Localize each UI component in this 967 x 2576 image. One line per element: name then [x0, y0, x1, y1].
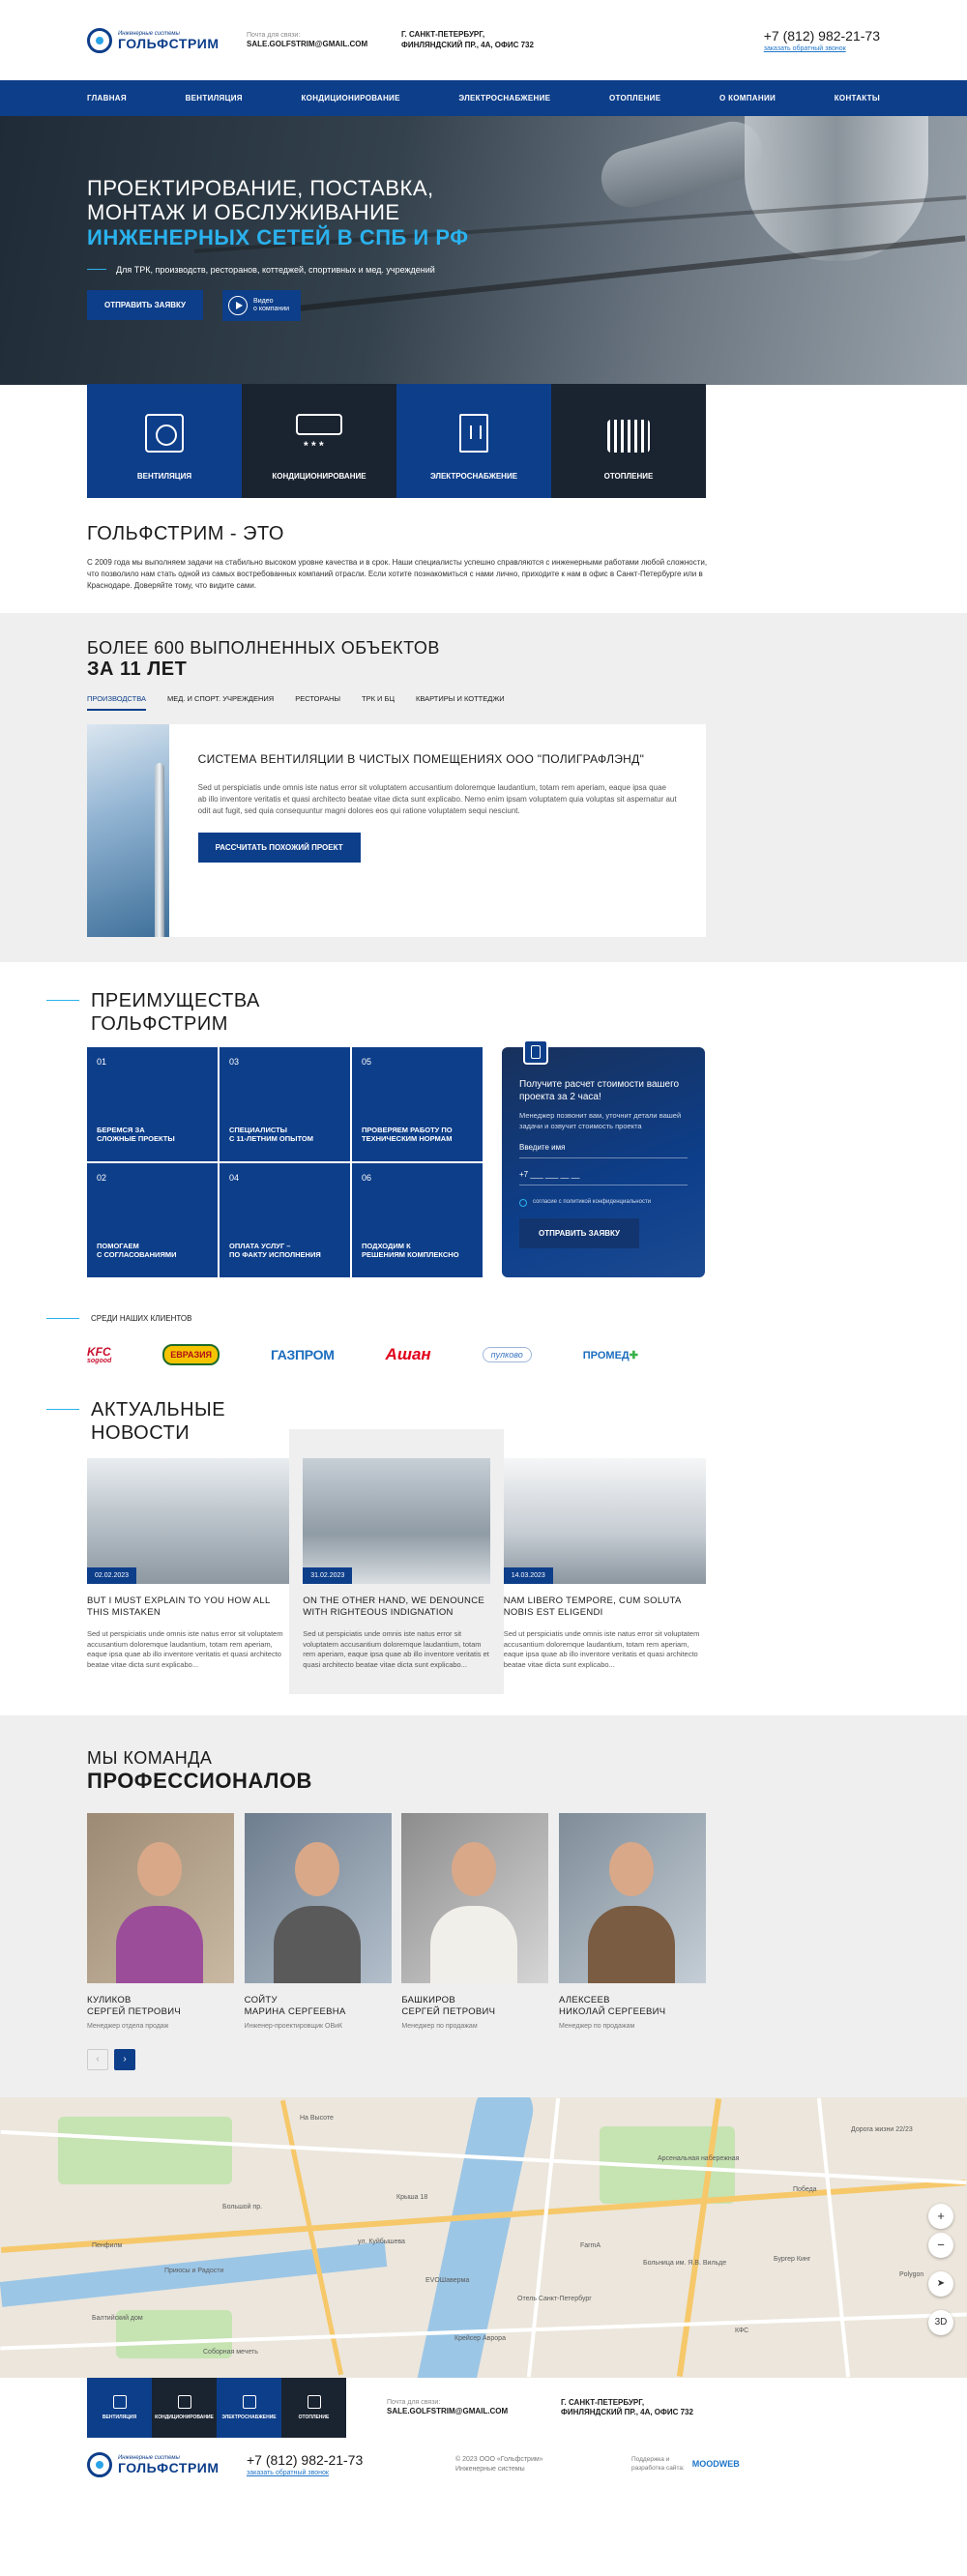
- nav-power[interactable]: ЭЛЕКТРОСНАБЖЕНИЕ: [458, 94, 551, 102]
- radiator-icon: [308, 2395, 321, 2409]
- video-label: Видео: [253, 297, 274, 305]
- news-heading[interactable]: ON THE OTHER HAND, WE DENOUNCE WITH RIGHTEOUS INDIGNATION: [303, 1595, 485, 1619]
- nav-about[interactable]: О КОМПАНИИ: [719, 94, 777, 102]
- news-title-line: НОВОСТИ: [91, 1422, 190, 1444]
- privacy-consent[interactable]: [519, 1199, 688, 1207]
- advantages-section: [0, 962, 967, 1303]
- hero-subtitle-text: Для ТРК, производств, ресторанов, коттеджей, спортивных и мед. учреждений: [116, 264, 435, 275]
- objects-title-line: БОЛЕЕ 600 ВЫПОЛНЕННЫХ ОБЪЕКТОВ: [87, 638, 440, 658]
- project-card: [87, 724, 706, 937]
- kfc-logo: [87, 1346, 111, 1364]
- phone-input[interactable]: [519, 1170, 688, 1186]
- team-title: [87, 1748, 880, 1794]
- gazprom-logo: ГАЗПРОМ: [270, 1347, 335, 1362]
- promed-text: ПРОМЕД: [582, 1349, 630, 1361]
- service-heating[interactable]: [551, 384, 706, 498]
- objects-tabs: [87, 694, 880, 711]
- nav-heating[interactable]: ОТОПЛЕНИЕ: [608, 94, 661, 102]
- advantage-text: БЕРЕМСЯ ЗА: [97, 1125, 145, 1134]
- logo[interactable]: [87, 28, 247, 53]
- member-photo: [559, 1813, 706, 1983]
- 3d-toggle-button[interactable]: 3D: [928, 2310, 953, 2335]
- member-surname: СОЙТУ: [244, 1995, 278, 2006]
- service-power[interactable]: [396, 384, 551, 498]
- form-description: Менеджер позвонит вам, уточнит детали вашей задачи и озвучит стоимость проекта: [519, 1111, 682, 1130]
- map-label: Пенфилм: [92, 2241, 123, 2249]
- copyright-line: © 2023 ООО «Гольфстрим»: [455, 2456, 543, 2464]
- tab-malls[interactable]: ТРК И БЦ: [362, 694, 395, 703]
- smartphone-icon: [523, 1039, 548, 1065]
- footer-service-label: ЭЛЕКТРОСНАБЖЕНИЕ: [221, 2414, 277, 2420]
- form-title: Получите расчет стоимости вашего проекта за 2 часа!: [519, 1079, 680, 1102]
- service-label: КОНДИЦИОНИРОВАНИЕ: [272, 472, 366, 481]
- address-line: Г. САНКТ-ПЕТЕРБУРГ,: [401, 30, 485, 40]
- about-section: [0, 498, 967, 613]
- clients-title: [87, 1314, 880, 1323]
- developer-label: разработка сайта:: [631, 2464, 685, 2472]
- footer-services: [87, 2378, 346, 2438]
- tab-restaurants[interactable]: РЕСТОРАНЫ: [295, 694, 341, 703]
- footer-service-ventilation[interactable]: [87, 2378, 152, 2438]
- accent-line: [87, 269, 106, 270]
- service-label: ОТОПЛЕНИЕ: [603, 472, 654, 481]
- logo-title: ГОЛЬФСТРИМ: [118, 2459, 220, 2475]
- hero-subtitle: [87, 265, 469, 275]
- developer-logo: MOODWEB: [691, 2458, 740, 2469]
- map-label: ул. Куйбышева: [358, 2238, 405, 2245]
- developer-credit[interactable]: [631, 2456, 740, 2473]
- client-logos: [87, 1344, 638, 1365]
- advantage-card: [352, 1163, 483, 1277]
- estimate-form: [502, 1047, 705, 1277]
- zoom-in-button[interactable]: +: [928, 2204, 953, 2229]
- tab-apartments[interactable]: КВАРТИРЫ И КОТТЕДЖИ: [416, 694, 505, 703]
- location-map[interactable]: [0, 2097, 967, 2378]
- news-card[interactable]: [87, 1458, 289, 1694]
- clients-title-text: СРЕДИ НАШИХ КЛИЕНТОВ: [91, 1314, 192, 1323]
- site-header: [0, 0, 967, 80]
- member-role: Инженер-проектировщик ОВиК: [244, 2022, 343, 2030]
- map-label: Polygon: [899, 2270, 924, 2278]
- news-card[interactable]: [504, 1458, 706, 1694]
- map-road: [527, 2098, 560, 2378]
- member-role: Менеджер отдела продаж: [87, 2022, 169, 2030]
- developer-label: Поддержка и: [631, 2456, 670, 2464]
- news-title-line: АКТУАЛЬНЫЕ: [91, 1399, 226, 1420]
- advantage-card: [352, 1047, 483, 1161]
- advantage-card: [220, 1047, 350, 1161]
- header-address: [401, 30, 595, 50]
- map-label: Арсенальная набережная: [658, 2154, 740, 2162]
- pulkovo-logo: пулково: [483, 1347, 532, 1362]
- radiator-icon: [607, 420, 650, 453]
- service-label: ЭЛЕКТРОСНАБЖЕНИЕ: [429, 472, 518, 481]
- about-text: С 2009 года мы выполняем задачи на стабильно высоком уровне качества и в срок. Наши специалисты успешно справляются с инженерными работами любой сложности, что позволило нам стать одной из самых востребованных компаний отрасли. Если хотите познакомиться с нами лично, приходите к нам в офис в Санкт-Петербурге или в Краснодаре. Доверяйте тому, что видите сами.: [87, 558, 708, 590]
- team-title-bold: ПРОФЕССИОНАЛОВ: [87, 1769, 312, 1794]
- map-park: [58, 2117, 232, 2184]
- logo-subtitle: Инженерные системы: [118, 2454, 180, 2461]
- phone-link[interactable]: +7 (812) 982-21-73: [247, 2451, 364, 2468]
- accent-line: [46, 1409, 79, 1410]
- advantage-text: РЕШЕНИЯМ КОМПЛЕКСНО: [362, 1250, 459, 1260]
- zoom-out-button[interactable]: −: [928, 2233, 953, 2258]
- map-label: Большой пр.: [222, 2203, 263, 2210]
- footer-service-label: КОНДИЦИОНИРОВАНИЕ: [155, 2414, 214, 2420]
- tab-medical[interactable]: МЕД. И СПОРТ. УЧРЕЖДЕНИЯ: [167, 694, 275, 703]
- team-member: [87, 1813, 234, 2030]
- news-image: [303, 1458, 489, 1584]
- map-label: FarmA: [580, 2241, 601, 2249]
- team-title-line: МЫ КОМАНДА: [87, 1748, 213, 1769]
- map-label: Бургер Кинг: [774, 2255, 811, 2263]
- copyright-line: Инженерные системы: [455, 2465, 525, 2473]
- news-date: 02.02.2023: [87, 1567, 136, 1584]
- consent-checkbox[interactable]: [519, 1199, 527, 1207]
- advantage-card: [87, 1047, 218, 1161]
- logo-subtitle: Инженерные системы: [118, 30, 180, 37]
- services-tiles: [87, 384, 706, 498]
- map-river: [0, 2241, 387, 2307]
- hero-content: [87, 176, 469, 321]
- advantage-text: ТЕХНИЧЕСКИМ НОРМАМ: [362, 1134, 453, 1144]
- project-image: [87, 724, 169, 937]
- hero-banner: [0, 116, 967, 385]
- member-surname: АЛЕКСЕЕВ: [558, 1995, 610, 2006]
- cross-icon: ✚: [629, 1349, 638, 1361]
- advantage-number: 01: [97, 1057, 107, 1067]
- member-photo: [401, 1813, 548, 1983]
- team-member: [245, 1813, 392, 2030]
- send-request-button[interactable]: ОТПРАВИТЬ ЗАЯВКУ: [87, 290, 203, 320]
- about-title: ГОЛЬФСТРИМ - ЭТО: [87, 523, 284, 544]
- air-conditioner-icon: [296, 414, 342, 435]
- name-input[interactable]: [519, 1143, 688, 1158]
- footer-service-power[interactable]: [217, 2378, 281, 2438]
- map-label: Победа: [793, 2185, 817, 2193]
- objects-title-bold: ЗА 11 ЛЕТ: [87, 659, 188, 680]
- fan-icon: [113, 2395, 127, 2409]
- phone-link[interactable]: +7 (812) 982-21-73: [763, 27, 880, 44]
- callback-link[interactable]: заказать обратный звонок: [763, 45, 846, 53]
- nav-ventilation[interactable]: ВЕНТИЛЯЦИЯ: [185, 94, 243, 102]
- play-icon: [228, 296, 248, 315]
- email-label: Почта для связи:: [387, 2399, 441, 2407]
- service-label: ВЕНТИЛЯЦИЯ: [136, 472, 192, 481]
- member-surname: КУЛИКОВ: [87, 1995, 132, 2006]
- email-link[interactable]: SALE.GOLFSTRIM@GMAIL.COM: [387, 2407, 509, 2416]
- address-line: ФИНЛЯНДСКИЙ ПР., 4А, ОФИС 732: [561, 2407, 693, 2416]
- accent-line: [46, 1318, 79, 1319]
- objects-section: [0, 613, 967, 962]
- evrazia-logo: ЕВРАЗИЯ: [162, 1344, 220, 1365]
- next-arrow-icon[interactable]: ›: [114, 2049, 135, 2070]
- hero-duct-image: [745, 116, 928, 261]
- hero-title-line: МОНТАЖ И ОБСЛУЖИВАНИЕ: [87, 200, 400, 225]
- nav-conditioning[interactable]: КОНДИЦИОНИРОВАНИЕ: [301, 94, 400, 102]
- air-conditioner-icon: [178, 2395, 191, 2409]
- map-label: Отель Санкт-Петербург: [517, 2295, 592, 2302]
- footer-address: [561, 2398, 754, 2418]
- nav-home[interactable]: ГЛАВНАЯ: [87, 94, 127, 102]
- logo-icon: [87, 28, 112, 53]
- team-member: [401, 1813, 548, 2030]
- map-label: Больница им. Я.В. Вильде: [643, 2259, 727, 2267]
- map-label: Балтийский дом: [92, 2314, 143, 2322]
- callback-link[interactable]: заказать обратный звонок: [247, 2470, 329, 2477]
- member-photo: [245, 1813, 392, 1983]
- promed-logo: [583, 1349, 638, 1361]
- project-text: Sed ut perspiciatis unde omnis iste natus error sit voluptatem accusantium doloremque laudantium, totam rem aperiam, eaque ipsa quae ab illo inventore veritatis et quasi architecto beatae vitae dicta sunt explicabo. Nemo enim ipsam voluptatem quia voluptas sit aspernatur aut odit aut fugit, sed quia consequuntur magni dolores eos qui ratione voluptatem sequi nesciunt.: [197, 783, 677, 816]
- video-button[interactable]: [222, 290, 301, 321]
- locate-icon[interactable]: ➤: [928, 2271, 953, 2297]
- advantage-card: [87, 1163, 218, 1277]
- tab-production[interactable]: ПРОИЗВОДСТВА: [87, 694, 146, 711]
- logo-title: ГОЛЬФСТРИМ: [118, 35, 220, 51]
- project-title: СИСТЕМА ВЕНТИЛЯЦИИ В ЧИСТЫХ ПОМЕЩЕНИЯХ ООО "ПОЛИГРАФЛЭНД": [197, 752, 645, 766]
- member-role: Менеджер по продажам: [401, 2022, 478, 2030]
- clients-section: [0, 1303, 967, 1389]
- advantage-text: ПО ФАКТУ ИСПОЛНЕНИЯ: [229, 1250, 321, 1260]
- member-name: НИКОЛАЙ СЕРГЕЕВИЧ: [558, 2006, 666, 2018]
- news-section: [0, 1389, 967, 1715]
- map-label: Соборная мечеть: [203, 2348, 258, 2356]
- advantage-text: ПОДХОДИМ К: [362, 1241, 411, 1250]
- address-line: Г. САНКТ-ПЕТЕРБУРГ,: [561, 2397, 645, 2407]
- advantage-number: 06: [362, 1173, 372, 1183]
- advantage-text: С СОГЛАСОВАНИЯМИ: [97, 1250, 177, 1260]
- nav-contacts[interactable]: КОНТАКТЫ: [834, 94, 880, 102]
- kfc-sub: sogood: [87, 1357, 112, 1364]
- footer-service-conditioning[interactable]: [152, 2378, 217, 2438]
- member-name: СЕРГЕЙ ПЕТРОВИЧ: [401, 2006, 496, 2018]
- email-label: Почта для связи:: [247, 31, 301, 39]
- hero-duct-image: [595, 116, 769, 214]
- footer-email: [387, 2398, 561, 2416]
- electric-panel-icon: [243, 2395, 256, 2409]
- member-role: Менеджер по продажам: [558, 2022, 635, 2030]
- fan-icon: [145, 414, 184, 453]
- logo-icon: [87, 2452, 112, 2477]
- advantage-text: С 11-ЛЕТНИМ ОПЫТОМ: [229, 1134, 313, 1144]
- ashan-logo: Ашан: [385, 1345, 431, 1363]
- video-label: о компании: [253, 305, 290, 312]
- team-member: [559, 1813, 706, 2030]
- submit-request-button[interactable]: ОТПРАВИТЬ ЗАЯВКУ: [519, 1218, 639, 1248]
- team-section: [0, 1715, 967, 2097]
- objects-title: [87, 638, 880, 681]
- news-excerpt: Sed ut perspiciatis unde omnis iste natus error sit voluptatem accusantium doloremque laudantium, totam rem aperiam, eaque ipsa quae ab illo inventore veritatis et quasi architecto beatae vitae dicta sunt explicabo...: [303, 1628, 489, 1670]
- news-date: 14.03.2023: [504, 1567, 553, 1584]
- news-excerpt: Sed ut perspiciatis unde omnis iste natus error sit voluptatem accusantium doloremque laudantium, totam rem aperiam, eaque ipsa quae ab illo inventore veritatis et quasi architecto beatae vitae dicta sunt explicabo...: [503, 1628, 700, 1670]
- team-list: [87, 1813, 706, 2030]
- news-heading[interactable]: BUT I MUST EXPLAIN TO YOU HOW ALL THIS MISTAKEN: [87, 1595, 271, 1619]
- advantage-number: 04: [229, 1173, 240, 1183]
- advantage-text: ОПЛАТА УСЛУГ –: [229, 1241, 291, 1250]
- hero-title-accent: ИНЖЕНЕРНЫХ СЕТЕЙ В СПБ И РФ: [87, 224, 469, 249]
- member-name: МАРИНА СЕРГЕЕВНА: [244, 2006, 346, 2018]
- hero-title-line: ПРОЕКТИРОВАНИЕ, ПОСТАВКА,: [87, 176, 434, 200]
- map-label: ЕVОШаверма: [425, 2276, 470, 2284]
- main-nav: [0, 80, 967, 116]
- footer-service-label: ВЕНТИЛЯЦИЯ: [102, 2414, 137, 2420]
- header-email: [247, 31, 401, 49]
- map-label: Крыша 18: [396, 2193, 428, 2201]
- member-surname: БАШКИРОВ: [401, 1995, 455, 2006]
- advantage-text: СЛОЖНЫЕ ПРОЕКТЫ: [97, 1134, 175, 1144]
- advantages-title: [87, 989, 880, 1036]
- consent-label: согласие с политикой конфиденциальности: [533, 1199, 652, 1206]
- map-label: Крейсер Аврора: [454, 2334, 506, 2342]
- advantage-text: ПОМОГАЕМ: [97, 1241, 139, 1250]
- address-line: ФИНЛЯНДСКИЙ ПР., 4А, ОФИС 732: [401, 40, 534, 49]
- news-card[interactable]: [289, 1429, 503, 1694]
- member-photo: [87, 1813, 234, 1983]
- member-name: СЕРГЕЙ ПЕТРОВИЧ: [87, 2006, 181, 2018]
- service-conditioning[interactable]: [242, 384, 396, 498]
- footer-phone: [247, 2451, 411, 2477]
- header-phone: [764, 27, 880, 53]
- advantage-number: 03: [229, 1057, 240, 1067]
- advantages-grid: [87, 1047, 483, 1277]
- footer-logo[interactable]: [87, 2452, 247, 2477]
- kfc-text: KFC: [87, 1344, 111, 1359]
- news-heading[interactable]: NAM LIBERO TEMPORE, CUM SOLUTA NOBIS EST ELIGENDI: [503, 1595, 682, 1619]
- map-road: [817, 2098, 850, 2378]
- copyright: [455, 2455, 620, 2473]
- advantage-number: 02: [97, 1173, 107, 1183]
- news-image: [504, 1458, 706, 1584]
- calc-project-button[interactable]: РАССЧИТАТЬ ПОХОЖИЙ ПРОЕКТ: [198, 833, 361, 863]
- map-label: Дорога жизни 22/23: [851, 2125, 913, 2133]
- electric-panel-icon: [459, 414, 488, 453]
- news-image: [87, 1458, 289, 1584]
- advantage-card: [220, 1163, 350, 1277]
- news-list: [87, 1458, 706, 1694]
- advantages-title-line: ГОЛЬФСТРИМ: [91, 1013, 228, 1035]
- site-footer: [0, 2378, 967, 2497]
- advantages-title-line: ПРЕИМУЩЕСТВА: [91, 990, 260, 1011]
- news-excerpt: Sed ut perspiciatis unde omnis iste natus error sit voluptatem accusantium doloremque laudantium, totam rem aperiam, eaque ipsa quae ab illo inventore veritatis et quasi architecto beatae vitae dicta sunt explicabo...: [87, 1628, 283, 1670]
- advantage-number: 05: [362, 1057, 372, 1067]
- footer-service-heating[interactable]: [281, 2378, 346, 2438]
- accent-line: [46, 1000, 79, 1001]
- map-label: КФС: [735, 2327, 749, 2334]
- news-date: 31.02.2023: [303, 1567, 352, 1584]
- prev-arrow-icon[interactable]: ‹: [87, 2049, 108, 2070]
- team-pager: [87, 2049, 880, 2070]
- service-ventilation[interactable]: [87, 384, 242, 498]
- email-link[interactable]: SALE.GOLFSTRIM@GMAIL.COM: [247, 39, 368, 48]
- advantage-text: ПРОВЕРЯЕМ РАБОТУ ПО: [362, 1125, 453, 1134]
- advantage-text: СПЕЦИАЛИСТЫ: [229, 1125, 287, 1134]
- footer-service-label: ОТОПЛЕНИЕ: [298, 2414, 330, 2420]
- map-label: Приюсы и Радости: [164, 2267, 224, 2274]
- map-label: На Высоте: [300, 2114, 334, 2122]
